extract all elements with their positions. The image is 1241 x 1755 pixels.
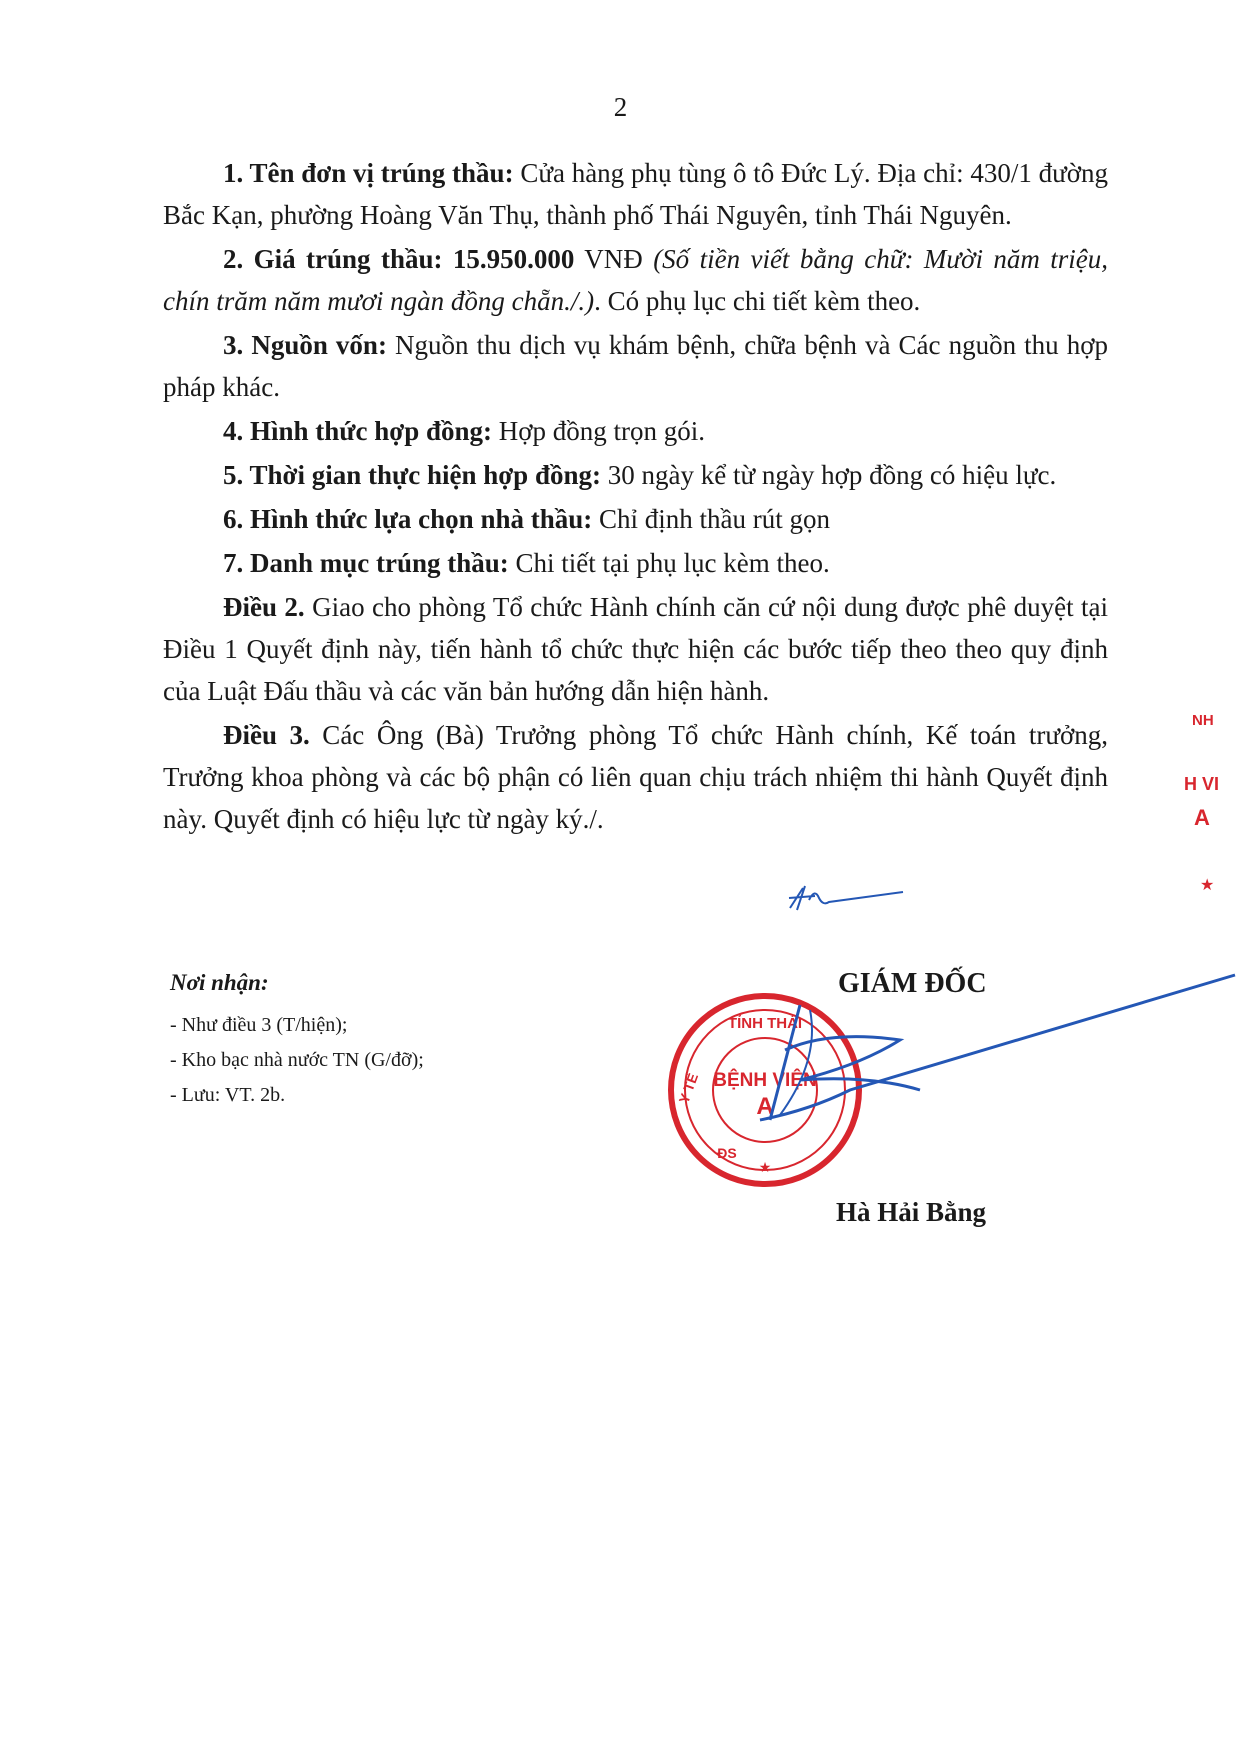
svg-text:BỆNH VIỆN: BỆNH VIỆN xyxy=(713,1070,817,1091)
recipients-block xyxy=(170,970,590,1113)
svg-text:A: A xyxy=(756,1093,774,1120)
handwritten-signature xyxy=(740,970,1240,1180)
item-funding: 3. Nguồn vốn: Nguồn thu dịch vụ khám bệnh, chữa bệnh và Các nguồn thu hợp pháp khác. xyxy=(163,330,1108,402)
item-price: 2. Giá trúng thầu: 15.950.000 VNĐ (Số tiền viết bằng chữ: Mười năm triệu, chín trăm năm mươi ngàn đồng chẵn./.). Có phụ lục chi tiết kèm theo. xyxy=(163,244,1108,316)
page-number: 2 xyxy=(613,92,628,122)
decision-body xyxy=(163,152,1108,842)
recipient-item: - Lưu: VT. 2b. xyxy=(170,1084,286,1106)
svg-text:TỈNH THÁI: TỈNH THÁI xyxy=(727,1015,803,1032)
svg-text:★: ★ xyxy=(758,1160,772,1176)
svg-text:ĐS: ĐS xyxy=(717,1145,737,1161)
svg-text:H VI: H VI xyxy=(1184,774,1220,794)
svg-text:NH: NH xyxy=(1192,712,1214,729)
item-contract-type: 4. Hình thức hợp đồng: Hợp đồng trọn gói. xyxy=(223,416,706,446)
recipient-item: - Kho bạc nhà nước TN (G/đỡ); xyxy=(170,1049,424,1071)
svg-text:A: A xyxy=(1194,805,1210,830)
article-2: Điều 2. Giao cho phòng Tổ chức Hành chính căn cứ nội dung được phê duyệt tại Điều 1 Quyết định này, tiến hành tổ chức thực hiện các bước tiếp theo theo quy định của Luật Đấu thầu và các văn bản hướng dẫn hiện hành. xyxy=(163,592,1109,706)
signer-name: Hà Hải Bằng xyxy=(836,1197,987,1227)
signer-title: GIÁM ĐỐC xyxy=(838,968,987,999)
item-duration: 5. Thời gian thực hiện hợp đồng: 30 ngày kể từ ngày hợp đồng có hiệu lực. xyxy=(223,460,1057,490)
item-selection-method: 6. Hình thức lựa chọn nhà thầu: Chỉ định thầu rút gọn xyxy=(223,504,830,534)
article-3: Điều 3. Các Ông (Bà) Trưởng phòng Tổ chức Hành chính, Kế toán trưởng, Trưởng khoa phòng và các bộ phận có liên quan chịu trách nhiệm thi hành Quyết định này. Quyết định có hiệu lực từ ngày ký./. xyxy=(163,720,1108,834)
initials-mark xyxy=(785,880,905,920)
item-winner: 1. Tên đơn vị trúng thầu: Cửa hàng phụ tùng ô tô Đức Lý. Địa chỉ: 430/1 đường Bắc Kạn, phường Hoàng Văn Thụ, thành phố Thái Nguyên, tỉnh Thái Nguyên. xyxy=(163,158,1108,230)
svg-text:Y TẾ: Y TẾ xyxy=(675,1071,702,1106)
recipients-title: Nơi nhận: xyxy=(170,970,269,995)
svg-text:★: ★ xyxy=(1200,875,1215,894)
item-list: 7. Danh mục trúng thầu: Chi tiết tại phụ lục kèm theo. xyxy=(223,548,830,578)
adjacent-page-seal-edge xyxy=(1180,695,1241,905)
recipient-item: - Như điều 3 (T/hiện); xyxy=(170,1014,348,1036)
